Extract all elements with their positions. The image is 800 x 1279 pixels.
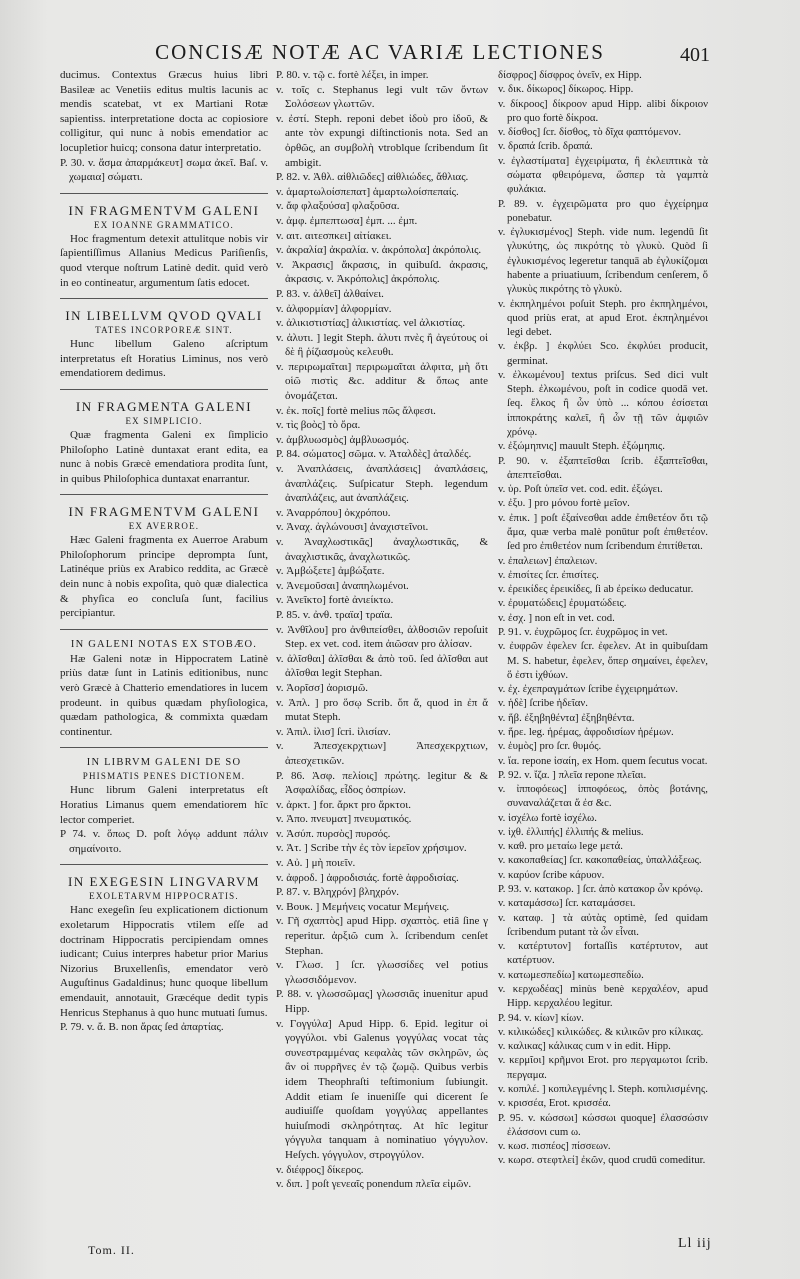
running-head: CONCISÆ NOTÆ AC VARIÆ LECTIONES [155,40,605,64]
annotation-entry: v. Ἀναχλωστικᾶς] ἀναχλωστικᾶς, & ἀναχλιστικᾶς, ἀναχλωτικῶς. [276,536,488,563]
section-heading: IN FRAGMENTVM GALENI [68,202,260,218]
annotation-entry: v. ἀλφορμίαν] ἀλφορμίαν. [276,302,392,315]
intro-note: P. 30. v. ἄσμα ἀπαρμάκευτ] σωμα ἀκεῖ. Baſ. v. χωμαια] σώματι. [60,156,268,184]
annotation-entry: v. ἐπαλειων] ἐπαλειων. [498,554,598,567]
annotation-entry: v. ἐξώμηπνις] mauult Steph. ἐξώμηπις. [498,440,665,453]
annotation-entry: v. ἰχθ. ἐλλιπής] ἐλλιπής & melius. [498,825,644,838]
annotation-entry: v. Ἀκρασις] ἄκρασις, in quibuſd. ἀκρασις, ἀκρασις. v. Ἀκρόπολις] ἀκρόπολις. [276,258,488,286]
annotation-entry: v. κακοπαθείας] ſcr. κακοπαθείας, ὑπαλλάξεως. [498,854,702,867]
annotation-entry: v. κωρσ. στεφτλεί] ἐκῶν, quod crudū comeditur. [498,1154,706,1167]
annotation-entry: v. κατωμεσπεδίω] κατωμεσπεδίω. [498,968,644,981]
annotation-entry: P. 93. v. κατακορ. ] ſcr. ἀπὸ κατακορ ὧν κρόνῳ. [498,883,703,896]
section-body: Hoc fragmentum detexit attulitque nobis vir ſapientiſſimus Allanius Medicus Pariſienſis, quod vterque noſtrum Latinè dedit. quid verò in eo contineatur, argumentum ſatis edocet. [60,232,268,289]
column-right [498,68,708,1168]
section-heading: IN LIBRVM GALENI DE SO [86,757,242,769]
annotation-entry: P. 87. v. Βληχρόν] βληχρόν. [276,886,399,899]
annotation-entry: v. Ἀνεμοῦσαι] ἀναπηλωμένοι. [276,579,409,592]
section-divider [60,864,268,865]
annotation-entry: δίσφρος] δίσφρος ὀνεῖν, ex Hipp. [498,69,642,81]
annotation-entry: v. Βουκ. ] Μεμήνεις vocatur Μεμήνεις. [276,900,450,913]
section-divider [60,747,268,748]
section-note: P. 79. v. ἄ. B. non ἄρας ſed ἀπαρτίας. [60,1021,224,1034]
annotation-entry: v. ἐυφρῶν ἐφελεν ſcr. ἐφελεν. At in quibuſdam M. S. habetur, ἐφελεν, ὅπερ σημαίνει, ἐφελεν, ὅ ἐστι ἰχθύων. [498,640,708,681]
annotation-entry: v. ἐλκωμένου] textus priſcus. Sed dici vult Steph. ἐλκωμένου, poſt in codice quodā vet. ſeq. ἔλκος ἢ ὧν ὑπὸ ... κόπου ἐσίσεται ἱπποκράτης καλεῖ, ἢ ὧν τῇ τῶν ἀμφιῶν χρόνῳ. [498,368,708,439]
annotation-entry: v. Ἀπιλ. ἰλισ] ſcri. ἰλισίαν. [276,725,391,738]
annotation-entry: P. 85. v. ἀνθ. τραϊα] τραϊα. [276,608,393,621]
section-heading: IN EXEGESIN LINGVARVM [68,874,260,890]
annotation-entry: v. ἁμαρτωλοίσπεπατ] ἁμαρτωλοίσπεπαίς. [276,185,459,198]
annotation-entry: v. ἀρκτ. ] for. ἄρκτ pro ἄρκτοι. [276,798,411,811]
annotation-entry: v. ἐπισίτες ſcr. ἐπισίτες. [498,568,599,581]
annotation-entry: v. Ἀνθῖλου] pro ἀνθιπείσθει, ἀλθοσιῶν repoſuit Step. ex vet. cod. item ἀιῶσαν pro ἀλίσαν. [276,623,488,651]
annotation-entry: v. ἀλῖσθαι] ἀλῖσθαι & ἀπὸ τοῦ. ſed ἀλῖσθαι aut ἀλῖσθαι legit Stephan. [276,652,488,680]
annotation-entry: v. καταφ. ] τὰ αὐτὰς optimè, ſed quidam ſcribendum putant τὰ ὧν εἶναι. [498,911,708,938]
annotation-entry: v. Ἀσύπ. πυρσὸς] πυρσός. [276,827,391,840]
annotation-entry: v. δικ. δίκωρος] δίκωρος. Hipp. [498,83,634,96]
annotation-entry: v. ἀμφ. ἐμπεπτωσα] ἐμπ. ... ἐμπ. [276,214,418,227]
annotation-entry: v. δίσθος] ſcr. δίσθος, τὸ δῖχα φαπτόμενον. [498,126,682,139]
section-subheading: PHISMATIS PENES DICTIONEM. [82,771,246,782]
annotation-entry: v. Ἀορῖσσ] ἀορισμῶ. [276,681,368,694]
volume-label: Tom. II. [88,1243,135,1257]
annotation-entry: P. 90. v. ἐξαπτεῖσθαι ſcrib. ἐξαπτεῖσθαι, ἀπεπτεῖσθαι. [498,454,708,481]
section-body: Hunc libellum Galeno aſcriptum interpretatus eſt Horatius Liminus, nos verò emendatiorem dedimus. [60,338,268,380]
annotation-entry: P. 95. v. κώσσωι] κώσσωι quoque] ἐλασσώσιν ἐλάσσονι cum ω. [498,1111,708,1138]
annotation-entry: v. καρύον ſcribe κάρυον. [498,868,605,881]
section-divider [60,629,268,630]
annotation-entry: v. ἀμβλυωσμὸς] ἀμβλυωσμός. [276,433,409,446]
column-middle [276,68,488,1192]
annotation-entry: v. ὑρ. Poſt ὑπεῖσ vet. cod. edit. ἐξώγει. [498,483,663,496]
annotation-entry: v. Ἀναπλάσεις, ἀναπλάσεις] ἀναπλάσεις, ἀναπλάζεις. Suſpicatur Steph. legendum ἀναπλάζεις, aut ἀναπλάζεις. [276,463,488,505]
annotation-entry: v. ἡδὲ] ſcribe ἡδεῖαν. [498,697,588,710]
annotation-entry: P. 92. v. ἴζα. ] πλεῖα repone πλεῖαι. [498,768,647,781]
annotation-entry: v. Ἀμβώξετε] ἀμβώξατε. [276,565,385,578]
section-heading: IN FRAGMENTVM GALENI [68,504,260,520]
annotation-entry: v. Γλωσ. ] ſcr. γλωσσίδες vel potius γλωσσιδόμενον. [276,959,488,986]
annotation-entry: v. καθ. pro μεταίω lege μετά. [498,840,623,853]
annotation-entry: v. ἰπποφόεως] ἱπποφόεως, ὀπὸς βοτάνης, συναναλάζεται ἅ ἐσ &c. [498,783,708,810]
annotation-entry: v. Αὐ. ] μὴ ποιεῖν. [276,857,356,870]
annotation-entry: v. ἥβ. ἐξηβηθέντα] ἐξηβηθέντα. [498,711,635,724]
section-heading: IN LIBELLVM QVOD QVALI [65,308,263,324]
annotation-entry: v. ἐσχ. ] non eſt in vet. cod. [498,611,615,624]
annotation-entry: v. Ἀνεῖκτο] fortè ἀνιείκτω. [276,594,394,607]
annotation-entry: v. καταμάσσω] ſcr. καταμάσσει. [498,897,636,910]
annotation-entry: v. αιτ. αιτεσπκει] αἰτίακει. [276,229,392,242]
annotation-entry: v. Ἀναχ. ἀγλώνουσι] ἀναχιστεῖνοι. [276,521,429,534]
annotation-entry: P. 94. v. κίων] κίων. [498,1011,584,1024]
annotation-entry: v. Γογγύλα] Apud Hipp. 6. Epid. legitur οἱ γογγύλοι. vbi Galenus γογγύλας vocat τὰς συνεστραμμένας κεφαλὰς τῶν σκληρῶν, ὡς ἂν οἱ πυρρῆνες ἐν τῷ ζωμῷ. Quibus verbis idem Theophraſti teſtimonium ſubiungit. Addit etiam ſe inueniſſe qui dicerent ſe audiuiſſe quoſdam γογγύλας appellantes huiuſmodi σκληρότητας. At hîc legitur γόγγυλα tanquam à nominatiuo γόγγυλον. Heſych. γόγγυλον, στρογγύλον. [276,1017,488,1161]
annotation-entry: v. τὶς βοὸς] τὸ ὄρα. [276,419,361,432]
annotation-entry: v. ἐκ. ποῖς] fortè melius πῶς ἄλφεσι. [276,404,436,417]
annotation-entry: v. ἐγλυκισμένος] Steph. vide num. legendū ſit γλυκύτης, ὡς πικρότης τὸ γλυκὺ. Quòd ſi ἐγλυκισμένος legeretur tanquā ab ἐγλυκίζομαι habente a priuatiuum, ſcribendum cenſerem, ὅ γλυκὺς πικρότης τὸ γλυκὺ. [498,226,708,296]
annotation-entry: v. ἀλυτι. ] legit Steph. ἀλυτι πνὲς ἢ ἀγεύτους οἱ δὲ ἢ ῥίζιασμοὺς κελευθι. [276,331,488,359]
section-body: Quæ fragmenta Galeni ex ſimplicio Philoſopho Latinè duntaxat erant edita, ea nunc à nobis Græcè emendatiora prodita ſunt, in quibus Philoſophica duntaxat enarrantur. [60,428,268,485]
section-body: Hæc Galeni fragmenta ex Auerroe Arabum Philoſophorum principe deprompta ſunt, Latinéque priùs ex Arabico reddita, ac Græcè dein nunc à nobis expoſita, quò quæ dialectica & phyſica eo concluſa ſunt, facilius percipiantur. [60,534,268,620]
annotation-entry: v. Ἀναρρόπου] ὀκχρόπου. [276,506,391,519]
section-subheading: EX AVERROE. [128,521,200,532]
section-body: Hunc librum Galeni interpretatus eſt Horatius Limanus quem emendatiorem hîc lector comperiet. [60,784,268,826]
section-subheading: EX IOANNE GRAMMATICO. [94,219,234,230]
annotation-entry: v. ἐρυματώδεις] ἐρυματώδεις. [498,597,627,610]
annotation-entry: v. κωσ. πισπέος] πίσσεων. [498,1140,611,1153]
annotation-entry: P. 89. v. ἐγχειρῶματα pro quo ἐγχείρημα ponebatur. [498,197,708,224]
section-divider [60,298,268,299]
column-left [60,68,268,1035]
signature-mark: Ll iij [678,1236,712,1251]
annotation-entry: v. κερχωδέας] minùs benè κερχαλέον, apud Hipp. κερχαλέου legitur. [498,983,708,1010]
annotation-entry: v. ἐξυ. ] pro μόνου fortè μεῖον. [498,497,630,510]
annotation-entry: v. περιρωμαῖται] περιρωμαῖται ἀλφιτα, μὴ ὅτι οἱῶ πιστὶς &c. additur & ὅπως ante ὀνομάζεται. [276,360,488,403]
page-number: 401 [680,44,710,66]
section-subheading: EX SIMPLICIO. [125,415,203,426]
annotation-entry: v. ἐρεικίδες ἐρεικίδες, ſi ab ἐρείκω deducatur. [498,583,694,596]
intro-paragraph: ducimus. Contextus Græcus huius libri Basileæ ac Venetiis editus multis lacunis ac mendis scatebat, vt ex Martiani Rotæ sapientiss. interpretatione docta ac copiosiore colligitur, qui nunc à nobis emendatior ac locupletior huicq; consona datur interpretatio. [60,69,268,154]
annotation-entry: v. Ἀτ. ] Scribe τὴν ἐς τὸν ἱερεῖον χρήσιμον. [276,842,467,855]
annotation-entry: P. 84. σώματος] σῶμα. v. Ἀταλδὲς] ἀταλδές. [276,448,472,461]
section-divider [60,193,268,194]
section-heading: IN GALENI NOTAS EX STOBÆO. [70,638,258,650]
section-note: P 74. v. ὅπως D. poſt λόγῳ addunt πάλιν σημαίνοιτο. [60,828,268,855]
annotation-entry: v. Ἀπεσχεκρχτιων] Ἀπεσχεκρχτιων, ἀπεσχετικῶν. [276,740,488,767]
annotation-entry: v. καλικας] κάλικας cum ν in edit. Hipp. [498,1040,671,1053]
annotation-entry: v. ἴα. repone ἰσαίη, ex Hom. quem ſecutus vocat. [498,754,708,767]
annotation-entry: v. ἀκραλία] ἀκραλία. v. ἀκρόπολα] ἀκρόπολις. [276,244,482,257]
section-divider [60,494,268,495]
section-subheading: EXOLETARVM HIPPOCRATIS. [89,891,239,902]
annotation-entry: v. κρισσέα, Erot. κρισσέα. [498,1097,611,1110]
annotation-entry: v. ἀλικιστιστίας] ἀλικιστίας. vel ἀλκιστίας. [276,317,466,330]
annotation-entry: v. ἀφροδ. ] ἀφροδισιάς. fortè ἀφροδισίας. [276,871,459,884]
annotation-entry: v. ἐστί. Steph. reponi debet ἰδοὺ pro ἰδοῦ, & ante τὸν expungi diſtinctionis nota. Sed an ὀρθῶς, an συμβολὴ vtroblque ſcribendum ſit ambigit. [276,112,488,169]
annotation-entry: v. ἑυμὸς] pro ſcr. θυμός. [498,740,602,753]
annotation-entry: v. τοῖς c. Stephanus legi vult τῶν ὄντων Σολόσεων γλωττῶν. [276,83,488,111]
section-body: Hæ Galeni notæ in Hippocratem Latinè priùs datæ ſunt in Latinis editionibus, nunc verò Græcè à Chatterio emendatiores in lucem prodeunt. in quibus quædam phyſiologica, quædam pathologica, & commixta quædam continentur. [60,652,268,738]
annotation-entry: v. ἥρε. leg. ἡρέμας, ἀφροδισίων ἡρέμων. [498,725,674,738]
section-divider [60,389,268,390]
annotation-entry: v. ἐκπηλημένοι poſuit Steph. pro ἐκπηλημένοι, quod priùs erat, at apud Erot. ἐκπηλημένοι legi debet. [498,297,708,339]
annotation-entry: v. Ἀπλ. ] pro ὅσῳ Scrib. ὅπ ἄ, quod in ἐπ ἄ mutat Steph. [276,696,488,724]
annotation-entry: v. ἐχ. ἐχεπραγμάτων ſcribe ἐγχειρημάτων. [498,683,678,696]
annotation-entry: v. ἄφ φλαξούσα] φλαξοῦσα. [276,200,400,213]
annotation-entry: P. 80. v. τῷ c. fortè λέξει, in imper. [276,69,429,81]
annotation-entry: P. 83. v. ἀλθεῖ] ἀλθαίνει. [276,287,384,300]
annotation-entry: v. ἰσχέλω fortè ἰσχέλω. [498,811,597,824]
annotation-entry: v. δίκροος] δίκροον apud Hipp. alibi δίκροιον pro quo fortè δίκροα. [498,97,708,124]
section-subheading: TATES INCORPOREÆ SINT. [95,325,233,336]
annotation-entry: v. ἐκβρ. ] ἐκφλύει Sco. ἐκφλύει producit, germinat. [498,340,708,367]
annotation-entry: v. διέφρος] δίκερος. [276,1163,364,1176]
section-body: Hanc exegeſin ſeu explicationem dictionum exoletarum Hippocratis vtilem eſſe ad doctrinam Hippocratis percipiendam omnes iudicant; Cuius interpres habetur prior Marius Nizorius Bruxellenſis, emendator verò Auguſtinus Gadaldinus; hunc quoque libellum emendauit, annotauit, Græcéque dedit typis Henricus Stephanus à quo hunc mutuati ſumus. [60,904,268,1019]
annotation-entry: v. κατέρτυτον] fortaſſis κατέρτυτον, aut κατέρτυον. [498,940,708,967]
annotation-entry: P. 82. v. Ἀθλ. αἰθλιῶδες] αἰθλιώδες, ἄθλιας. [276,171,469,184]
annotation-entry: v. ἐγλαστίματα] ἐγχειρίματα, ἢ ἐκλειπτικὰ τὰ σώματα φθειρόμενα, ὥσπερ τὰ γαμπτὰ φυλάκια. [498,154,708,196]
annotation-entry: v. κιλικώδες] κιλικώδες. & κιλικῶν pro κίλικας. [498,1025,704,1038]
annotation-entry: v. διπ. ] poſt γενεαῖς ponendum πλεῖα εἰμῶν. [276,1178,472,1191]
annotation-entry: v. δραπά ſcrib. δραπά. [498,140,593,153]
annotation-entry: P. 86. Ἀσφ. πελίοις] πρώτης. legitur & & Ἀσφαλίδας, εἶδος ὀσπρίων. [276,769,488,797]
annotation-entry: P. 91. v. ἐυχρῶμος ſcr. ἐυχρῶμος in vet. [498,625,668,638]
annotation-entry: v. Ἀπο. πνευματ] πνευματικός. [276,813,412,826]
annotation-entry: P. 88. v. γλωσσῶμας] γλωσσιᾶς inuenitur apud Hipp. [276,988,488,1015]
annotation-entry: v. Γῆ σχαπτὸς] apud Hipp. σχαπτὸς. etiâ ſine γ reperitur. ἀρξιῶ cum λ. ſcribendum cenſet Stephan. [276,915,488,957]
annotation-entry: v. ἐπικ. ] poſt ἐξαίνεσθαι adde ἐπιθετέον ὅτι τῷ ἄμα, quæ verba malè ponūtur poſt ἐπιθετέον. ſed pro ἐπιθετέον num ſcribendum ἐπιτίθεται. [498,511,708,553]
annotation-entry: v. κερμῖοι] κρῆμνοι Erot. pro περγαμωτοι ſcrib. περγαμα. [498,1054,708,1081]
annotation-entry: v. κοπιλέ. ] κοπιλεγμένης l. Steph. κοπιλισμένης. [498,1082,708,1095]
section-heading: IN FRAGMENTA GALENI [75,398,253,414]
